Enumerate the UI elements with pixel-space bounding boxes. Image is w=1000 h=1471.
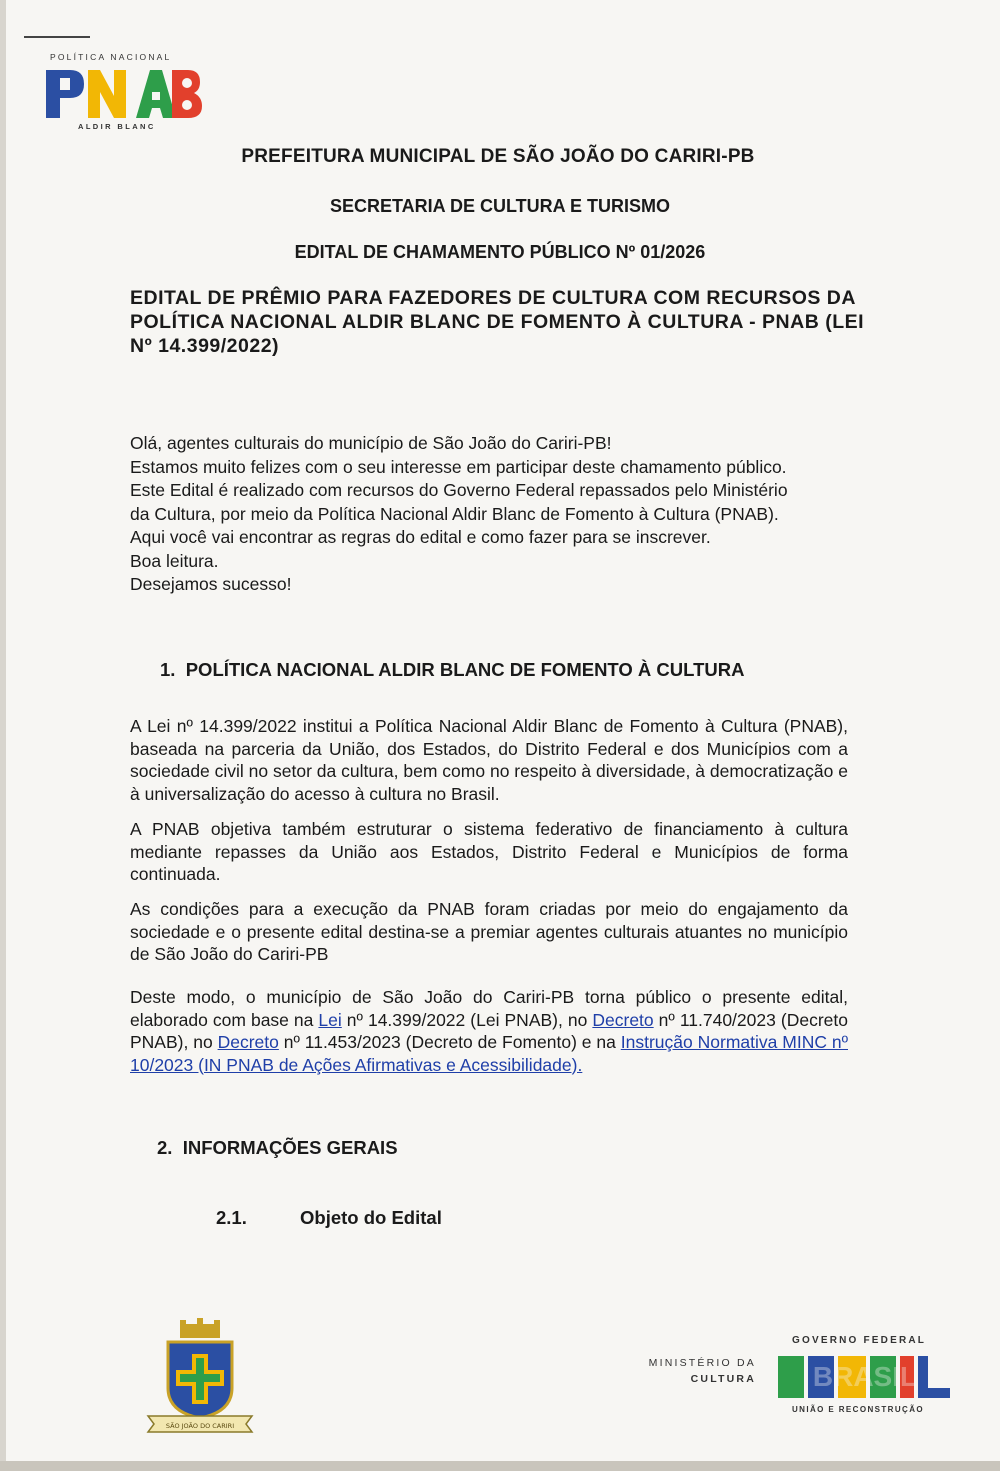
subsection-number: 2.1. [216,1207,247,1228]
subsection-2-1-heading [216,1207,442,1229]
ministerio-line: CULTURA [690,1373,756,1385]
section-1-paragraph: A Lei nº 14.399/2022 institui a Política Nacional Aldir Blanc de Fomento à Cultura (PNAB), baseada na parceria da União, dos Estados, do Distrito Federal e dos Municípios com a sociedade civil no setor da cultura, bem como no respeito à diversidade, à democratização e à universalização do acesso à cultura no Brasil. [130,716,848,804]
coat-banner-text: SÃO JOÃO DO CARIRI [165,1422,235,1430]
instrucao-normativa-link[interactable]: Instrução Normativa MINC nº 10/2023 (IN PNAB de Ações Afirmativas e Acessibilidade). [130,1032,848,1075]
section-1-paragraph: A PNAB objetiva também estruturar o sistema federativo de financiamento à cultura mediante repasses da União aos Estados, Distrito Federal e Municípios de forma continuada. [130,819,848,884]
intro-line: Estamos muito felizes com o seu interesse em participar deste chamamento público. [130,456,787,477]
edital-title [130,286,868,358]
brasil-logo [778,1350,953,1402]
pnab-logo [44,50,204,135]
brasil-wordmark: BRASIL [812,1361,918,1392]
ministerio-line: MINISTÉRIO DA [648,1357,756,1369]
intro-line: da Cultura, por meio da Política Nacional Aldir Blanc de Fomento à Cultura (PNAB). [130,503,779,524]
section-1-legal-basis [130,986,848,1076]
section-1-paragraph: As condições para a execução da PNAB foram criadas por meio do engajamento da sociedade e o presente edital destina-se a premiar agentes culturais atuantes no município de São João do Cariri-PB [130,899,848,964]
intro-text [130,432,870,597]
decreto-fomento-link[interactable]: Decreto [217,1032,279,1052]
slogan-label: UNIÃO E RECONSTRUÇÃO [792,1405,925,1414]
paragraph-text: nº 11.453/2023 (Decreto de Fomento) e na [278,1032,621,1052]
decreto-pnab-link[interactable]: Decreto [592,1009,654,1030]
section-2-heading: 2. INFORMAÇÕES GERAIS [157,1137,398,1158]
page-edge-bottom [0,1461,1000,1471]
ministerio-cultura-label [636,1355,756,1387]
divider [24,36,90,38]
intro-line: Aqui você vai encontrar as regras do edital e como fazer para se inscrever. [130,527,711,547]
pnab-wordmark [44,66,204,120]
title-line: EDITAL DE PRÊMIO PARA FAZEDORES DE CULTURA COM RECURSOS DA [130,287,856,309]
paragraph-text: Deste modo, o município de São João do Cariri-PB torna público o presente edital, elaborado com base na [130,987,848,1030]
intro-line: Olá, agentes culturais do município de São João do Cariri-PB! [130,433,612,453]
municipal-coat-of-arms [140,1318,260,1438]
logo-bottom-text: ALDIR BLANC [78,122,156,131]
secretaria-heading: SECRETARIA DE CULTURA E TURISMO [330,196,670,216]
paragraph-text: nº 14.399/2022 (Lei PNAB), no [341,1009,593,1030]
intro-line: Boa leitura. [130,550,219,571]
prefeitura-heading: PREFEITURA MUNICIPAL DE SÃO JOÃO DO CARIRI-PB [241,146,755,167]
section-1-heading: 1. POLÍTICA NACIONAL ALDIR BLANC DE FOMENTO À CULTURA [160,659,745,680]
subsection-title: Objeto do Edital [300,1207,442,1228]
lei-link[interactable]: Lei [318,1009,342,1030]
governo-federal-label: GOVERNO FEDERAL [792,1335,927,1346]
paragraph-text: nº 11.740/2023 (Decreto PNAB), no [130,1009,848,1052]
intro-line: Desejamos sucesso! [130,574,292,594]
title-line: Nº 14.399/2022) [130,335,280,357]
intro-line: Este Edital é realizado com recursos do Governo Federal repassados pelo Ministério [130,480,788,500]
title-line: POLÍTICA NACIONAL ALDIR BLANC DE FOMENTO À CULTURA - PNAB (LEI [130,311,865,333]
edital-number-heading: EDITAL DE CHAMAMENTO PÚBLICO Nº 01/2026 [294,242,706,262]
logo-top-text: POLÍTICA NACIONAL [50,52,172,62]
page-edge [0,0,6,1471]
